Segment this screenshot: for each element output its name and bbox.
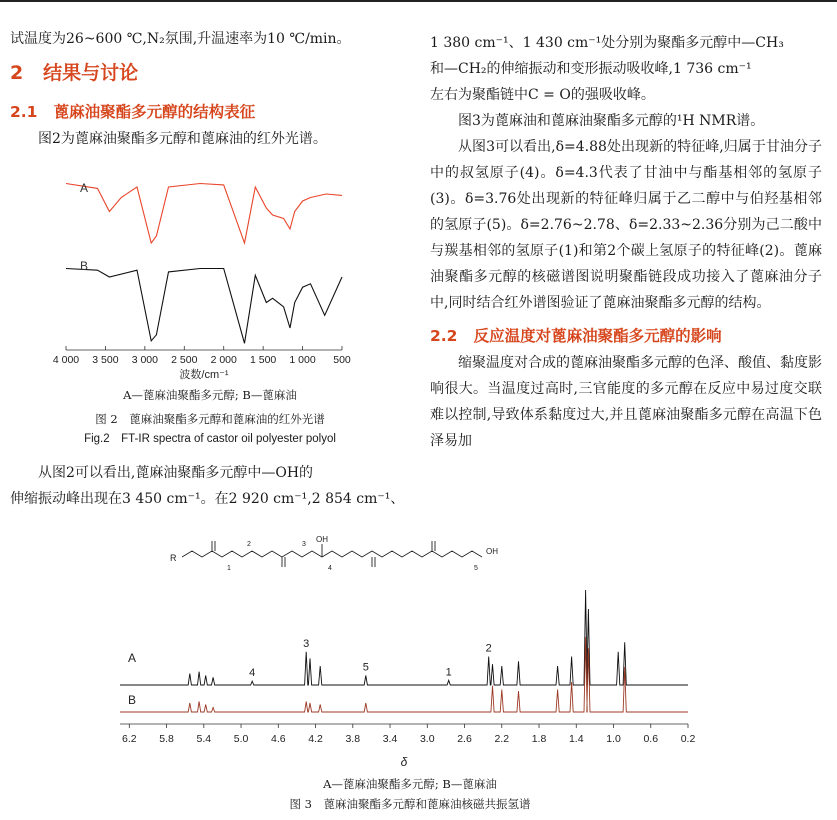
paragraph-fig3-intro: 图3为蓖麻油和蓖麻油聚酯多元醇的¹H NMR谱。	[458, 113, 765, 129]
paragraph-test-conditions: 试温度为26~600 ℃,N₂氛围,升温速率为10 ℃/min。	[10, 31, 351, 47]
figure-2-ftir-chart	[50, 170, 360, 380]
section-title: 蓖麻油聚酯多元醇的结构表征	[53, 103, 256, 121]
fig3-peak-label: 1	[445, 666, 452, 679]
fig3-series-b-line	[120, 637, 688, 712]
section-number: 2.1	[10, 103, 38, 121]
paragraph-ir-bands-1: 1 380 cm⁻¹、1 430 cm⁻¹处分别为聚酯多元醇中—CH₃	[430, 35, 784, 51]
structure-oh-label: OH	[316, 535, 328, 544]
fig3-x-tick-label: 3.4	[382, 733, 398, 745]
section-2-1-heading	[10, 98, 410, 126]
fig2-x-tick-label: 3 000	[131, 354, 158, 366]
fig3-peak-label: 4	[249, 667, 256, 680]
left-column	[10, 26, 410, 152]
figure-3-nmr-chart	[110, 532, 710, 777]
fig3-x-axis-label: δ	[400, 755, 408, 769]
figure-3-caption-block	[110, 774, 710, 814]
paragraph-temperature-effect: 缩聚温度对合成的蓖麻油聚酯多元醇的色泽、酸值、黏度影响很大。当温度过高时,三官能度的多元醇在反应中易过度交联难以控制,导致体系黏度过大,并且蓖麻油聚酯多元醇在高温下色泽易加	[430, 355, 822, 449]
fig3-x-tick-label: 4.2	[308, 733, 323, 745]
fig3-trace-b-label: B	[128, 693, 137, 707]
left-column-bottom	[10, 460, 410, 512]
structure-site-4: 4	[328, 565, 332, 572]
fig2-x-tick-label: 2 000	[210, 354, 237, 366]
fig2-trace-a-label: A	[80, 181, 89, 195]
fig2-x-tick-label: 3 500	[92, 354, 119, 366]
fig3-peak-label: 3	[303, 637, 310, 650]
figure-3-caption: 图 3 蓖麻油聚酯多元醇和蓖麻油核磁共振氢谱	[289, 797, 531, 811]
fig2-series-b-line	[66, 269, 342, 344]
paragraph-nmr-analysis: 从图3可以看出,δ=4.88处出现新的特征峰,归属于甘油分子中的叔氢原子(4)。δ=4.3代表了甘油中与酯基相邻的氢原子(3)。δ=3.76处出现新的特征峰归属于乙二醇中与伯羟基相邻的氢原子(5)。δ=2.76~2.78、δ=2.33~2.36分别为己二酸中与羰基相邻的氢原子(1)和第2个碳上氢原子的特征峰(2)。蓖麻油聚酯多元醇的核磁谱图说明聚酯链段成功接入了蓖麻油分子中,同时结合红外谱图验证了蓖麻油聚酯多元醇的结构。	[430, 139, 822, 311]
fig3-x-tick-label: 6.2	[122, 733, 137, 745]
fig3-x-tick-label: 2.6	[457, 733, 472, 745]
fig2-x-tick-label: 1 500	[250, 354, 277, 366]
paragraph-fig2-intro: 图2为蓖麻油聚酯多元醇和蓖麻油的红外光谱。	[38, 131, 327, 147]
fig2-x-axis-label: 波数/cm⁻¹	[179, 369, 229, 380]
fig3-x-tick-label: 5.4	[196, 733, 212, 745]
structure-r-label: R	[170, 553, 177, 563]
figure-3-legend: A—蓖麻油聚酯多元醇; B—蓖麻油	[323, 777, 497, 791]
fig3-x-tick-label: 5.0	[233, 733, 249, 745]
section-2-heading	[10, 58, 410, 88]
fig3-peak-label: 5	[362, 661, 369, 674]
molecular-structure-diagram	[182, 541, 482, 567]
structure-site-2: 2	[247, 541, 251, 548]
fig3-x-tick-label: 2.2	[494, 733, 510, 745]
right-column	[430, 30, 822, 454]
fig3-peak-label: 2	[485, 642, 492, 655]
fig3-x-tick-label: 3.8	[345, 733, 361, 745]
figure-2-caption-block	[30, 385, 390, 449]
figure-2-legend: A—蓖麻油聚酯多元醇; B—蓖麻油	[123, 388, 297, 402]
fig3-trace-a-label: A	[128, 651, 137, 665]
section-number: 2	[10, 62, 24, 84]
section-number: 2.2	[430, 327, 458, 345]
fig3-series-a-line	[120, 590, 688, 685]
figure-2-caption: 图 2 蓖麻油聚酯多元醇和蓖麻油的红外光谱	[95, 412, 325, 426]
structure-site-1: 1	[227, 565, 231, 572]
fig3-x-tick-label: 1.0	[606, 733, 621, 745]
fig2-x-tick-label: 4 000	[52, 354, 80, 366]
structure-oh-label: OH	[486, 547, 498, 556]
paragraph-ir-bands-2: 和—CH₂的伸缩振动和变形振动吸收峰,1 736 cm⁻¹	[430, 61, 752, 77]
page-top-rule	[0, 0, 837, 2]
fig3-x-tick-label: 3.0	[419, 733, 435, 745]
fig3-x-tick-label: 0.6	[643, 733, 659, 745]
structure-site-3: 3	[302, 541, 306, 548]
fig3-x-tick-label: 0.2	[680, 733, 696, 745]
figure-2-caption-en: Fig.2 FT-IR spectra of castor oil polyester polyol	[84, 433, 336, 445]
section-title: 反应温度对蓖麻油聚酯多元醇的影响	[473, 327, 722, 345]
fig2-x-tick-label: 2 500	[171, 354, 198, 366]
fig2-series-a-line	[66, 184, 342, 244]
fig2-x-tick-label: 500	[333, 354, 351, 366]
fig2-x-tick-label: 1 000	[289, 354, 316, 366]
fig3-x-tick-label: 1.8	[531, 733, 547, 745]
section-2-2-heading	[430, 322, 822, 350]
fig3-x-tick-label: 1.4	[568, 733, 584, 745]
fig3-x-tick-label: 5.8	[159, 733, 174, 745]
structure-site-5: 5	[474, 565, 478, 572]
paragraph-ir-bands-3: 左右为聚酯链中C = O的强吸收峰。	[430, 87, 655, 103]
paragraph-oh-line1: 从图2可以看出,蓖麻油聚酯多元醇中—OH的	[38, 465, 314, 481]
fig2-trace-b-label: B	[80, 259, 89, 273]
section-title: 结果与讨论	[43, 62, 139, 84]
paragraph-oh-line2: 伸缩振动峰出现在3 450 cm⁻¹。在2 920 cm⁻¹,2 854 cm⁻¹、	[10, 491, 405, 507]
fig3-x-tick-label: 4.6	[270, 733, 286, 745]
